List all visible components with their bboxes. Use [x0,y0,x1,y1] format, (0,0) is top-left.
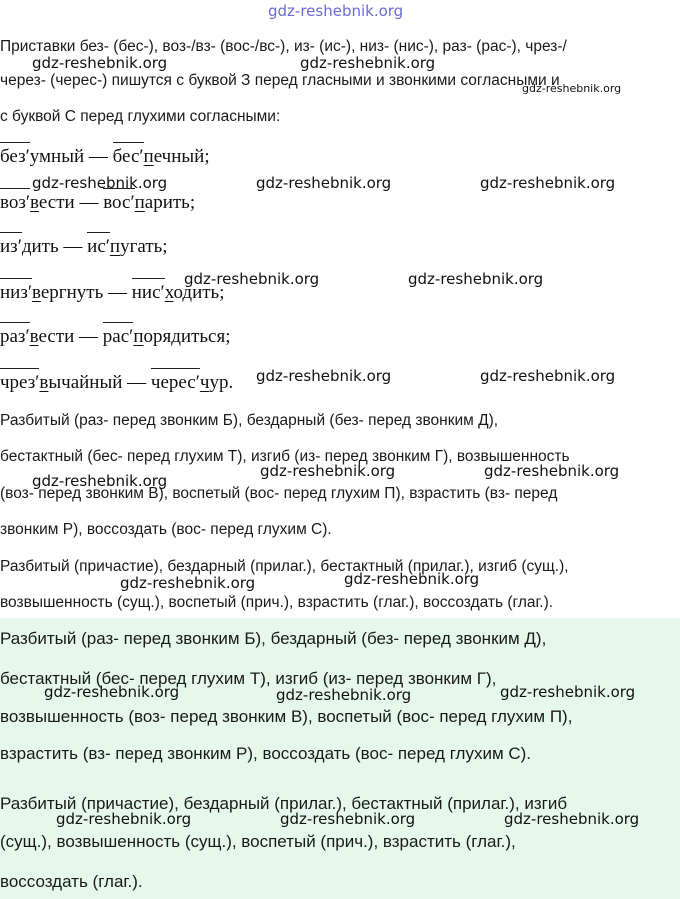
example-line: чрезʹвычайный — чересʹчур. [0,372,233,394]
watermark: gdz-reshebnik.org [522,82,622,95]
watermark: gdz-reshebnik.org [256,367,392,385]
watermark: gdz-reshebnik.org [276,686,412,704]
watermark: gdz-reshebnik.org [500,683,636,701]
answer-line-6: (сущ.), возвышенность (сущ.), воспетый (прич.), взрастить (глаг.), [0,832,516,851]
example-line: разʹвести — расʹпорядиться; [0,326,231,348]
prefix-mark: исʹ [87,236,110,258]
watermark: gdz-reshebnik.org [344,570,480,588]
analysis-line-6: возвышенность (сущ.), воспетый (прич.), взрастить (глаг.), воссоздать (глаг.). [0,594,554,611]
prefix-mark: восʹ [103,192,134,214]
watermark: gdz-reshebnik.org [260,462,396,480]
prefix-mark: бесʹ [113,146,144,168]
answer-line-2: бестактный (бес- перед глухим Т), изгиб (из- перед звонким Г), [0,669,497,688]
watermark: gdz-reshebnik.org [280,810,416,828]
watermark: gdz-reshebnik.org [120,574,256,592]
watermark: gdz-reshebnik.org [44,683,180,701]
prefix-mark: чрезʹ [0,372,39,394]
prefix-mark: разʹ [0,326,30,348]
watermark: gdz-reshebnik.org [56,810,192,828]
watermark: gdz-reshebnik.org [480,367,616,385]
watermark: gdz-reshebnik.org [480,174,616,192]
watermark-top: gdz-reshebnik.org [268,2,404,20]
answer-line-7: воссоздать (глаг.). [0,872,143,891]
answer-line-3: возвышенность (воз- перед звонким В), воспетый (вос- перед глухим П), [0,707,573,726]
watermark: gdz-reshebnik.org [484,462,620,480]
example-line: низʹвергнуть — нисʹходить; [0,282,225,304]
prefix-mark: нисʹ [132,282,165,304]
watermark: gdz-reshebnik.org [504,810,640,828]
prefix-mark: чересʹ [151,372,200,394]
watermark: gdz-reshebnik.org [32,472,168,490]
watermark: gdz-reshebnik.org [32,174,168,192]
analysis-line-3: (воз- перед звонким В), воспетый (вос- перед глухим П), взрастить (вз- перед [0,485,558,502]
prefix-mark: безʹ [0,146,30,168]
analysis-line-5: Разбитый (причастие), бездарный (прилаг.), бестактный (прилаг.), изгиб (сущ.), [0,558,569,575]
prefix-mark: расʹ [103,326,134,348]
watermark: gdz-reshebnik.org [184,270,320,288]
watermark: gdz-reshebnik.org [300,54,436,72]
prefix-mark: изʹ [0,236,22,258]
analysis-line-4: звонким Р), воссоздать (вос- перед глухим С). [0,521,332,538]
prefix-mark: возʹ [0,192,30,214]
answer-line-4: взрастить (вз- перед звонким Р), воссоздать (вос- перед глухим С). [0,744,532,763]
answer-line-5: Разбитый (причастие), бездарный (прилаг.), бестактный (прилаг.), изгиб [0,794,568,813]
intro-line-2: через- (черес-) пишутся с буквой З перед гласными и звонкими согласными и [0,72,560,89]
example-line: изʹдить — исʹпугать; [0,236,168,258]
watermark: gdz-reshebnik.org [256,174,392,192]
answer-line-1: Разбитый (раз- перед звонким Б), бездарный (без- перед звонким Д), [0,629,547,648]
example-line: безʹумный — бесʹпечный; [0,146,210,168]
prefix-mark: низʹ [0,282,32,304]
watermark: gdz-reshebnik.org [408,270,544,288]
intro-line-1: Приставки без- (бес-), воз-/вз- (вос-/вс-), из- (ис-), низ- (нис-), раз- (рас-), чрез-/ [0,38,567,55]
intro-line-3: с буквой С перед глухими согласными: [0,108,281,125]
analysis-line-2: бестактный (бес- перед глухим Т), изгиб (из- перед звонким Г), возвышенность [0,448,570,465]
analysis-line-1: Разбитый (раз- перед звонким Б), бездарный (без- перед звонким Д), [0,412,499,429]
example-line: возʹвести — восʹпарить; [0,192,195,214]
watermark: gdz-reshebnik.org [32,54,168,72]
